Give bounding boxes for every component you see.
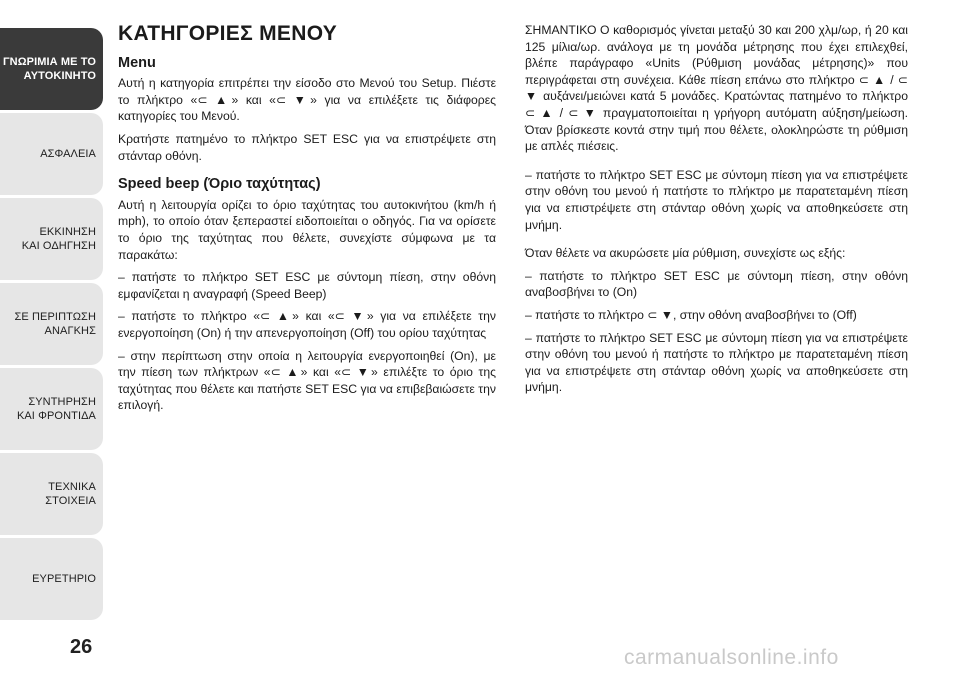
tab-label: ΤΕΧΝΙΚΑ ΣΤΟΙΧΕΙΑ (45, 481, 96, 507)
tab-safety[interactable] (0, 113, 103, 195)
tab-technical[interactable] (0, 453, 103, 535)
tab-label: ΣΥΝΤΗΡΗΣΗ ΚΑΙ ΦΡΟΝΤΙΔΑ (16, 396, 96, 422)
menu-paragraph-1: Αυτή η κατηγορία επιτρέπει την είσοδο στο Μενού του Setup. Πιέστε το πλήκτρο «⊂ ▲» και «⊂ ▼» για να επιλέξετε τις διάφορες κατηγορίες του Μενού. (118, 76, 496, 124)
important-note: ΣΗΜΑΝΤΙΚΟ Ο καθορισμός γίνεται μεταξύ 30 και 200 χλμ/ωρ, ή 20 και 125 μίλια/ωρ. ανάλογα με τη μονάδα μέτρησης που έχει επιλεχθεί, βλέπε παράγραφο «Units (Ρύθμιση μονάδας μέτρησης)» που περιγράφεται στη συνέχεια. Κάθε πίεση επάνω στο πλήκτρο ⊂ ▲ / ⊂ ▼ αυξάνει/μειώνει κατά 5 μονάδες. Κρατώντας πατημένο το πλήκτρο ⊂ ▲ / ⊂ ▼ πραγματοποιείται η γρήγορη αυτόματη αύξηση/μείωση. Όταν βρίσκεστε κοντά στην τιμή που θέλετε, ολοκληρώστε τη ρύθμιση με απλές πιέσεις. (525, 23, 908, 154)
right-column (525, 22, 908, 402)
tab-emergency[interactable] (0, 283, 103, 365)
cancel-step-2: – πατήστε το πλήκτρο ⊂ ▼, στην οθόνη αναβοσβήνει το (Off) (525, 307, 857, 322)
speed-paragraph-3: – πατήστε το πλήκτρο «⊂ ▲» και «⊂ ▼» για να επιλέξετε την ενεργοποίηση (On) ή την απενεργοποίηση (Off) του ορίου ταχύτητας (118, 309, 496, 340)
speed-beep-heading: Speed beep (Όριο ταχύτητας) (118, 176, 321, 193)
speed-paragraph-4: – στην περίπτωση στην οποία η λειτουργία ενεργοποιηθεί (On), με την πίεση των πλήκτρων «⊂ ▲» και «⊂ ▼» επιλέξτε το όριο της ταχύτητας που θέλετε και πατήστε SET ESC για να επιβεβαιώσετε την επιλογή. (118, 348, 496, 413)
page-title: ΚΑΤΗΓΟΡΙΕΣ ΜΕΝΟΥ (118, 22, 338, 45)
cancel-intro: Όταν θέλετε να ακυρώσετε μία ρύθμιση, συνεχίστε ως εξής: (525, 246, 846, 261)
menu-paragraph-2: Κρατήστε πατημένο το πλήκτρο SET ESC για να επιστρέψετε στη στάνταρ οθόνη. (118, 131, 496, 163)
tab-label: ΑΣΦΑΛΕΙΑ (40, 148, 96, 160)
chapter-sidebar (0, 28, 103, 623)
cancel-step-1: – πατήστε το πλήκτρο SET ESC με σύντομη πίεση, στην οθόνη αναβοσβήνει το (On) (525, 268, 908, 300)
tab-label: ΣΕ ΠΕΡΙΠΤΩΣΗ ΑΝΑΓΚΗΣ (14, 311, 96, 337)
return-instruction: – πατήστε το πλήκτρο SET ESC με σύντομη πίεση για να επιστρέψετε στην οθόνη του μενού ή πατήστε το πλήκτρο με παρατεταμένη πίεση για να επιστρέψετε στη στάνταρ οθόνη χωρίς να αποθηκεύσετε στη μνήμη. (525, 167, 908, 232)
page-number: 26 (70, 636, 93, 658)
cancel-step-3: – πατήστε το πλήκτρο SET ESC με σύντομη πίεση για να επιστρέψετε στην οθόνη του μενού ή πατήστε το πλήκτρο με παρατεταμένη πίεση για να επιστρέψετε στη στάνταρ οθόνη χωρίς να αποθηκεύσετε στη μνήμη. (525, 330, 908, 395)
left-column (118, 22, 496, 420)
tab-label: ΕΚΚΙΝΗΣΗ ΚΑΙ ΟΔΗΓΗΣΗ (21, 226, 96, 252)
tab-label: ΓΝΩΡΙΜΙΑ ΜΕ ΤΟ ΑΥΤΟΚΙΝΗΤΟ (2, 56, 96, 82)
speed-paragraph-1: Αυτή η λειτουργία ορίζει το όριο ταχύτητας του αυτοκινήτου (km/h ή mph), το οποίο όταν ξεπεραστεί ειδοποιείται ο οδηγός. Για να ορίσετε το όριο της ταχύτητας που θέλετε, συνεχίστε σύμφωνα με τα παρακάτω: (118, 197, 496, 262)
watermark: carmanualsonline.info (624, 646, 839, 669)
tab-index[interactable] (0, 538, 103, 620)
tab-label: ΕΥΡΕΤΗΡΙΟ (32, 573, 96, 585)
menu-heading: Menu (118, 54, 156, 71)
tab-getting-to-know[interactable] (0, 28, 103, 110)
tab-starting-driving[interactable] (0, 198, 103, 280)
tab-maintenance[interactable] (0, 368, 103, 450)
speed-paragraph-2: – πατήστε το πλήκτρο SET ESC με σύντομη πίεση, στην οθόνη εμφανίζεται η αναγραφή (Speed Beep) (118, 270, 496, 301)
